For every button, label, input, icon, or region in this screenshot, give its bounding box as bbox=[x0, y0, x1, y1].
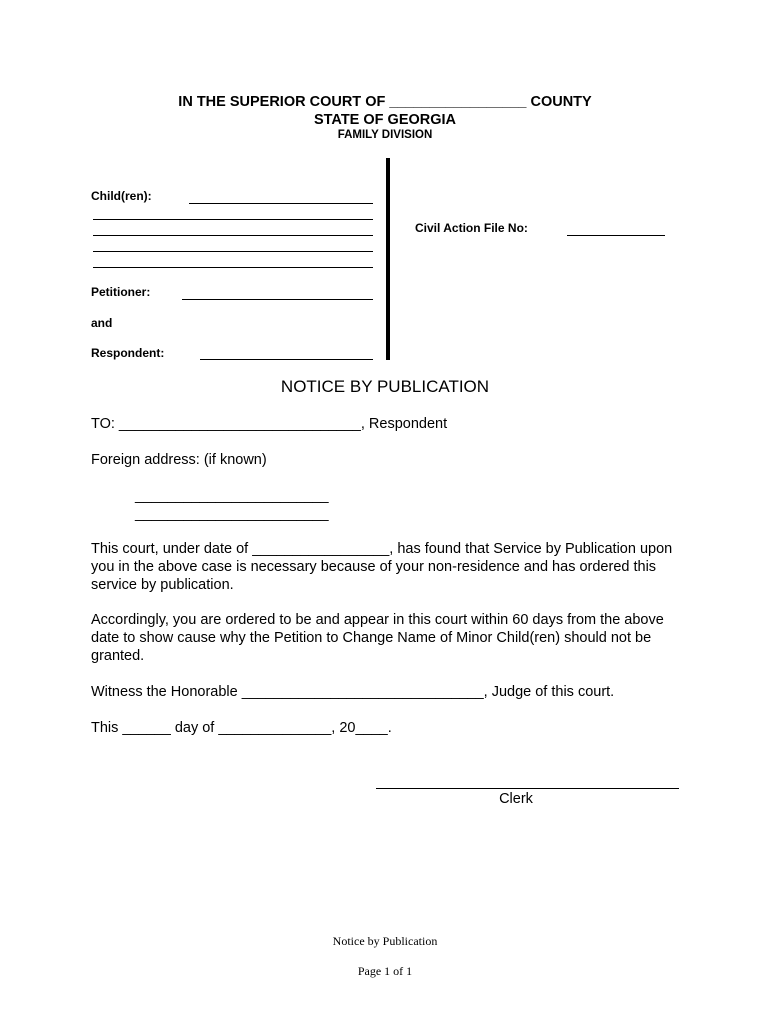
children-name-line[interactable] bbox=[93, 219, 373, 220]
division-heading: FAMILY DIVISION bbox=[337, 129, 433, 141]
petitioner-name-line[interactable] bbox=[182, 299, 373, 300]
civil-action-label: Civil Action File No: bbox=[415, 221, 528, 235]
children-name-line[interactable] bbox=[93, 267, 373, 268]
date-line: This ______ day of ______________, 20____. bbox=[91, 720, 392, 736]
state-heading: STATE OF GEORGIA bbox=[313, 112, 457, 128]
respondent-name-line[interactable] bbox=[200, 359, 373, 360]
witness-line: Witness the Honorable ______________________________, Judge of this court. bbox=[91, 684, 615, 700]
children-name-line[interactable] bbox=[189, 203, 373, 204]
footer-document-name: Notice by Publication bbox=[332, 934, 438, 948]
court-heading: IN THE SUPERIOR COURT OF _________________ COUNTY bbox=[178, 94, 592, 110]
and-label: and bbox=[91, 316, 113, 330]
children-name-line[interactable] bbox=[93, 251, 373, 252]
to-line: TO: ______________________________, Respondent bbox=[91, 416, 448, 432]
children-name-line[interactable] bbox=[93, 235, 373, 236]
children-label: Child(ren): bbox=[91, 189, 152, 203]
clerk-signature-line[interactable] bbox=[376, 788, 679, 789]
document-title: NOTICE BY PUBLICATION bbox=[280, 377, 490, 396]
caption-divider bbox=[386, 158, 390, 360]
civil-action-number-line[interactable] bbox=[567, 235, 665, 236]
order-paragraph: Accordingly, you are ordered to be and appear in this court within 60 days from the above date to show cause why the Petition to Change Name of Minor Child(ren) should not be granted. bbox=[91, 612, 664, 664]
service-paragraph: This court, under date of _________________, has found that Service by Publication upon you in the above case is necessary because of your non-residence and has ordered this service by publication. bbox=[91, 541, 673, 593]
footer-page-number: Page 1 of 1 bbox=[357, 964, 413, 978]
foreign-address-label: Foreign address: (if known) bbox=[91, 452, 267, 468]
address-line[interactable]: ________________________ bbox=[135, 506, 329, 522]
respondent-label: Respondent: bbox=[91, 346, 165, 360]
petitioner-label: Petitioner: bbox=[91, 285, 151, 299]
address-line[interactable]: ________________________ bbox=[135, 488, 329, 504]
clerk-label: Clerk bbox=[499, 791, 533, 807]
